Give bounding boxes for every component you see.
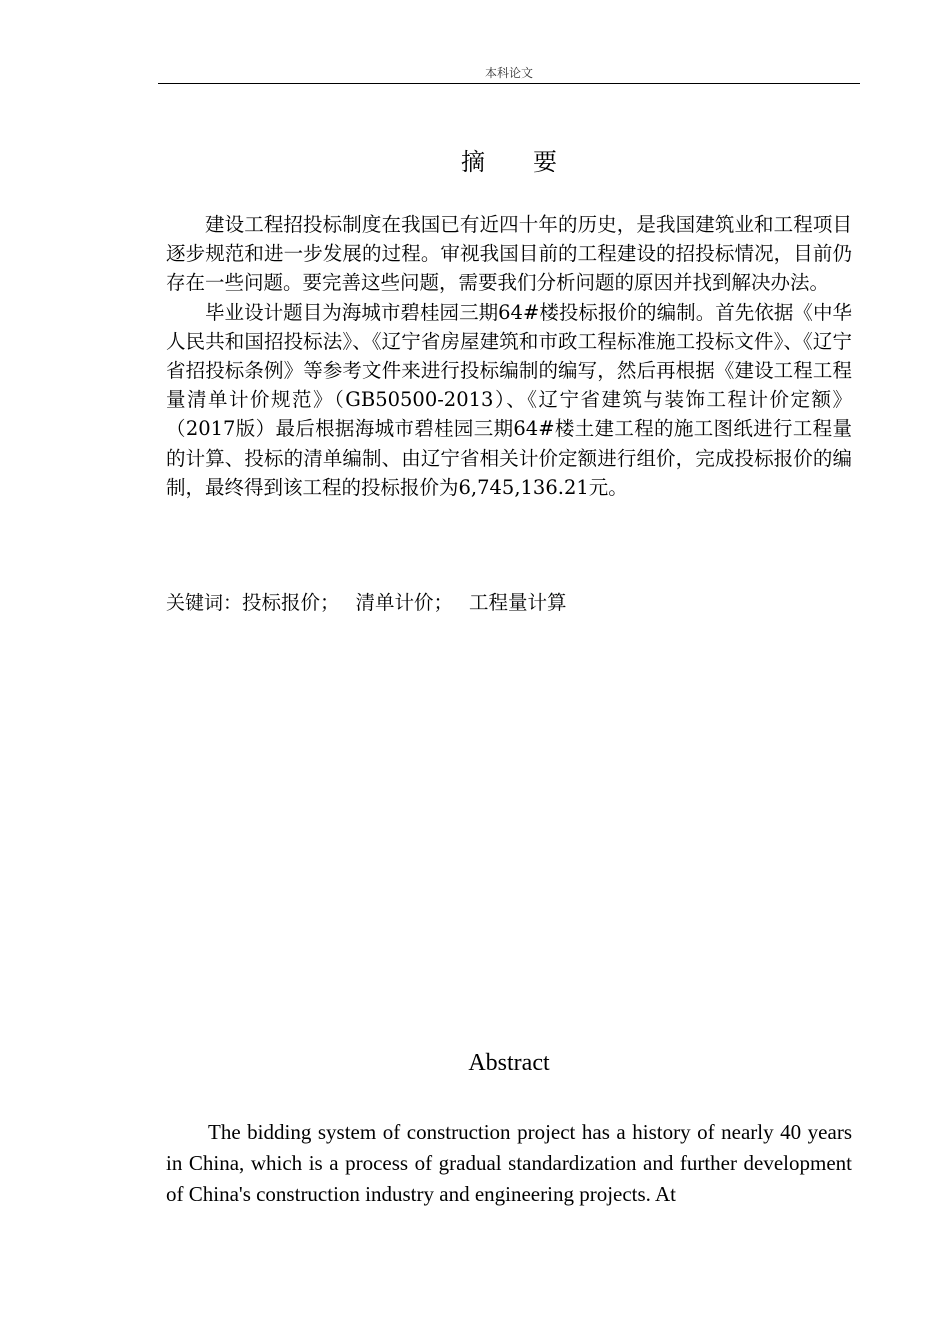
abstract-en-paragraph-1: The bidding system of construction project has a history of nearly 40 years in China, which is a process of gradual standardization and further development of China's construction industry and engineering projects. At bbox=[166, 1120, 852, 1206]
keyword-2: 清单计价； bbox=[355, 591, 454, 614]
abstract-en-body bbox=[166, 1117, 852, 1210]
keywords-label: 关键词： bbox=[166, 592, 243, 614]
keywords-line bbox=[166, 588, 852, 618]
keyword-3: 工程量计算 bbox=[469, 591, 567, 614]
abstract-cn-paragraph-1: 建设工程招投标制度在我国已有近四十年的历史，是我国建筑业和工程项目逐步规范和进一步发展的过程。审视我国目前的工程建设的招投标情况，目前仍存在一些问题。要完善这些问题，需要我们分析问题的原因并找到解决办法。 bbox=[166, 213, 852, 295]
abstract-en-title: Abstract bbox=[468, 1050, 550, 1076]
header-rule bbox=[158, 83, 860, 84]
running-header: 本科论文 bbox=[484, 66, 533, 80]
abstract-cn-title: 摘 要 bbox=[461, 148, 557, 176]
abstract-cn-body bbox=[166, 210, 852, 502]
keyword-1: 投标报价； bbox=[242, 591, 340, 614]
abstract-cn-paragraph-2: 毕业设计题目为海城市碧桂园三期64#楼投标报价的编制。首先依据《中华人民共和国招投标法》、《辽宁省房屋建筑和市政工程标准施工投标文件》、《辽宁省招投标条例》等参考文件来进行投标编制的编写，然后再根据《建设工程工程量清单计价规范》（GB50500-2013）、《辽宁省建筑与装饰工程计价定额》（2017版）最后根据海城市碧桂园三期64#楼土建工程的施工图纸进行工程量的计算、投标的清单编制、由辽宁省相关计价定额进行组价，完成投标报价的编制，最终得到该工程的投标报价为6,745,136.21元。 bbox=[166, 300, 852, 499]
